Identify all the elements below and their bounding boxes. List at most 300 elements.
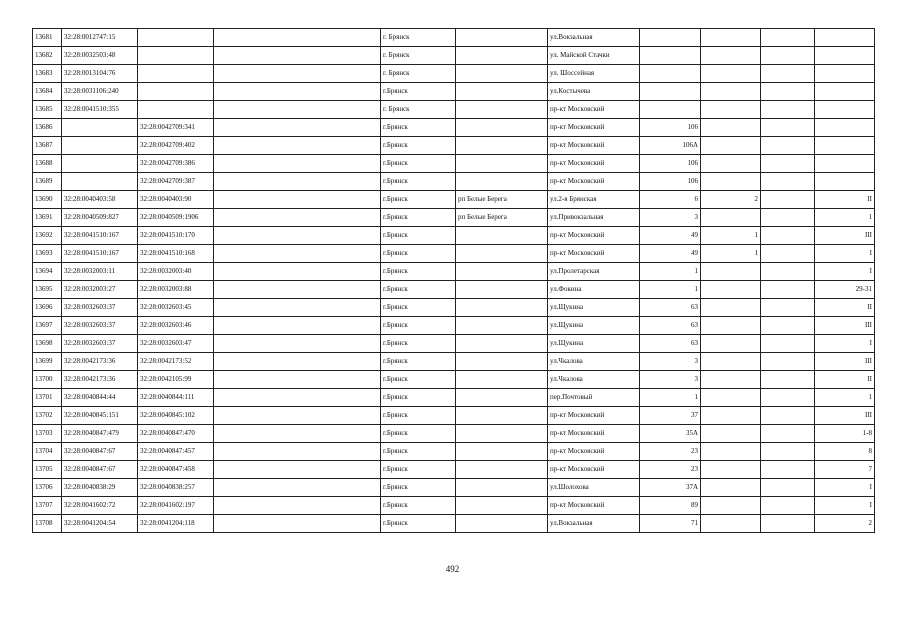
table-cell — [138, 29, 214, 47]
table-cell: г.Брянск — [381, 389, 456, 407]
table-cell — [456, 353, 548, 371]
table-cell — [138, 47, 214, 65]
table-cell — [640, 101, 701, 119]
table-cell — [761, 29, 815, 47]
table-cell: 13698 — [33, 335, 62, 353]
table-cell: 32:28:0032603:37 — [62, 317, 138, 335]
table-cell: 13687 — [33, 137, 62, 155]
table-cell — [214, 263, 381, 281]
table-cell: 106 — [640, 155, 701, 173]
table-cell — [761, 83, 815, 101]
table-cell — [456, 461, 548, 479]
table-cell: 13705 — [33, 461, 62, 479]
table-cell: 32:28:0013104:76 — [62, 65, 138, 83]
table-cell — [815, 137, 875, 155]
table-cell — [701, 497, 761, 515]
table-cell: III — [815, 407, 875, 425]
table-cell — [456, 137, 548, 155]
table-cell: пр-кт Московский — [548, 101, 640, 119]
table-cell — [456, 173, 548, 191]
table-cell — [456, 227, 548, 245]
table-cell — [761, 407, 815, 425]
table-cell — [214, 227, 381, 245]
table-cell: 13701 — [33, 389, 62, 407]
table-cell — [761, 425, 815, 443]
table-cell — [214, 83, 381, 101]
table-row — [33, 281, 875, 299]
table-cell: 32:28:0042709:387 — [138, 173, 214, 191]
table-cell — [761, 137, 815, 155]
table-cell: 32:28:0041602:197 — [138, 497, 214, 515]
table-cell: г.Брянск — [381, 515, 456, 533]
table-cell: 32:28:0032503:48 — [62, 47, 138, 65]
table-cell: 32:28:0040845:102 — [138, 407, 214, 425]
table-cell — [214, 47, 381, 65]
table-cell: г.Брянск — [381, 317, 456, 335]
table-cell — [761, 317, 815, 335]
table-cell: пр-кт Московский — [548, 443, 640, 461]
table-cell — [214, 119, 381, 137]
table-cell: 63 — [640, 317, 701, 335]
table-cell — [214, 461, 381, 479]
table-cell: ул.Шолохова — [548, 479, 640, 497]
table-cell: 23 — [640, 461, 701, 479]
table-cell: 13696 — [33, 299, 62, 317]
table-cell — [138, 101, 214, 119]
table-cell — [815, 47, 875, 65]
table-row — [33, 353, 875, 371]
table-cell: 106 — [640, 119, 701, 137]
table-cell — [640, 65, 701, 83]
table-cell: рп Белые Берега — [456, 191, 548, 209]
table-row — [33, 479, 875, 497]
table-cell: I — [815, 497, 875, 515]
table-cell — [214, 443, 381, 461]
table-cell — [761, 335, 815, 353]
table-cell — [761, 191, 815, 209]
table-cell — [214, 299, 381, 317]
table-cell — [701, 443, 761, 461]
table-cell: 1 — [701, 245, 761, 263]
table-row — [33, 515, 875, 533]
table-cell — [456, 299, 548, 317]
table-cell — [214, 155, 381, 173]
document-page — [32, 28, 874, 533]
table-row — [33, 317, 875, 335]
table-cell — [761, 443, 815, 461]
table-cell: г.Брянск — [381, 209, 456, 227]
table-cell: 13690 — [33, 191, 62, 209]
table-cell — [701, 209, 761, 227]
table-cell: 3 — [640, 371, 701, 389]
table-cell — [815, 65, 875, 83]
table-cell: 32:28:0032003:11 — [62, 263, 138, 281]
table-cell — [456, 47, 548, 65]
table-cell: г. Брянск — [381, 65, 456, 83]
table-cell — [456, 515, 548, 533]
table-cell: 13694 — [33, 263, 62, 281]
table-cell — [701, 299, 761, 317]
table-cell — [456, 29, 548, 47]
table-cell: 71 — [640, 515, 701, 533]
table-cell — [701, 29, 761, 47]
table-cell: пр-кт Московский — [548, 461, 640, 479]
table-cell: рп Белые Берега — [456, 209, 548, 227]
table-cell — [214, 335, 381, 353]
table-cell — [456, 317, 548, 335]
register-table-body — [33, 29, 875, 533]
table-cell: 2 — [815, 515, 875, 533]
table-cell: 32:28:0040838:257 — [138, 479, 214, 497]
table-cell: г.Брянск — [381, 461, 456, 479]
table-cell: г.Брянск — [381, 425, 456, 443]
table-cell — [214, 65, 381, 83]
table-cell — [456, 245, 548, 263]
table-cell — [701, 119, 761, 137]
table-cell: 13699 — [33, 353, 62, 371]
table-row — [33, 137, 875, 155]
table-cell: 13708 — [33, 515, 62, 533]
table-row — [33, 173, 875, 191]
table-cell — [701, 515, 761, 533]
table-cell: ул.Вокзальная — [548, 515, 640, 533]
table-cell — [761, 227, 815, 245]
table-cell — [761, 515, 815, 533]
table-cell — [761, 65, 815, 83]
table-cell: г.Брянск — [381, 299, 456, 317]
table-cell: 13684 — [33, 83, 62, 101]
table-row — [33, 497, 875, 515]
table-cell — [701, 425, 761, 443]
table-cell: г. Брянск — [381, 47, 456, 65]
table-row — [33, 155, 875, 173]
table-cell — [815, 155, 875, 173]
table-cell — [815, 173, 875, 191]
table-cell — [761, 101, 815, 119]
table-cell: 1-8 — [815, 425, 875, 443]
table-cell — [761, 119, 815, 137]
table-cell — [214, 281, 381, 299]
table-cell — [701, 137, 761, 155]
table-cell: 13695 — [33, 281, 62, 299]
table-cell: 1 — [640, 263, 701, 281]
table-cell — [456, 389, 548, 407]
table-row — [33, 407, 875, 425]
table-cell — [456, 479, 548, 497]
table-cell — [138, 83, 214, 101]
table-cell: II — [815, 371, 875, 389]
table-cell — [138, 65, 214, 83]
table-cell — [214, 101, 381, 119]
table-cell: 106 — [640, 173, 701, 191]
table-cell — [640, 47, 701, 65]
table-row — [33, 245, 875, 263]
table-cell: г.Брянск — [381, 479, 456, 497]
table-cell — [62, 155, 138, 173]
table-cell: ул.2-я Брянская — [548, 191, 640, 209]
table-cell — [62, 137, 138, 155]
table-cell: 13707 — [33, 497, 62, 515]
table-cell: 32:28:0040844:111 — [138, 389, 214, 407]
table-cell: г.Брянск — [381, 119, 456, 137]
table-cell: 32:28:0040845:151 — [62, 407, 138, 425]
table-cell — [214, 407, 381, 425]
table-cell — [456, 407, 548, 425]
table-cell: 13702 — [33, 407, 62, 425]
table-cell — [456, 155, 548, 173]
table-cell — [214, 479, 381, 497]
table-cell: II — [815, 191, 875, 209]
table-cell: 32:28:0040838:29 — [62, 479, 138, 497]
table-row — [33, 389, 875, 407]
table-cell — [456, 335, 548, 353]
table-cell: 32:28:0040403:90 — [138, 191, 214, 209]
table-cell — [456, 371, 548, 389]
table-cell: 32:28:0032603:47 — [138, 335, 214, 353]
table-cell — [456, 263, 548, 281]
table-cell: 32:28:0040847:67 — [62, 443, 138, 461]
table-cell: ул.Привокзальная — [548, 209, 640, 227]
table-cell: 1 — [640, 389, 701, 407]
table-cell — [761, 353, 815, 371]
table-row — [33, 47, 875, 65]
table-cell: г.Брянск — [381, 407, 456, 425]
table-cell — [214, 173, 381, 191]
table-cell — [214, 353, 381, 371]
table-cell: 32:28:0040509:827 — [62, 209, 138, 227]
table-cell: 32:28:0042173:36 — [62, 353, 138, 371]
table-row — [33, 443, 875, 461]
table-cell: II — [815, 299, 875, 317]
table-cell: 13686 — [33, 119, 62, 137]
table-cell — [761, 479, 815, 497]
table-row — [33, 263, 875, 281]
table-cell: г.Брянск — [381, 443, 456, 461]
table-cell — [761, 461, 815, 479]
table-cell: пр-кт Московский — [548, 119, 640, 137]
table-cell: ул.Костычева — [548, 83, 640, 101]
table-cell — [815, 29, 875, 47]
table-cell: 32:28:0042709:386 — [138, 155, 214, 173]
table-cell — [761, 299, 815, 317]
table-cell: 32:28:0032603:45 — [138, 299, 214, 317]
table-cell — [62, 119, 138, 137]
table-row — [33, 425, 875, 443]
table-cell — [701, 65, 761, 83]
table-row — [33, 371, 875, 389]
table-cell — [701, 389, 761, 407]
table-row — [33, 101, 875, 119]
table-cell: г.Брянск — [381, 281, 456, 299]
table-cell — [214, 497, 381, 515]
table-cell — [62, 173, 138, 191]
table-cell: г.Брянск — [381, 155, 456, 173]
table-cell: 32:28:0041602:72 — [62, 497, 138, 515]
table-cell: 32:28:0040403:58 — [62, 191, 138, 209]
table-cell: 13681 — [33, 29, 62, 47]
table-cell: 32:28:0032003:27 — [62, 281, 138, 299]
table-cell: 8 — [815, 443, 875, 461]
table-cell: 32:28:0040847:470 — [138, 425, 214, 443]
table-cell — [701, 47, 761, 65]
table-cell: 13704 — [33, 443, 62, 461]
table-cell: 3 — [640, 353, 701, 371]
table-cell — [761, 497, 815, 515]
table-cell — [701, 317, 761, 335]
table-cell: 63 — [640, 299, 701, 317]
table-cell: 1 — [640, 281, 701, 299]
table-cell: 32:28:0032603:37 — [62, 299, 138, 317]
table-cell: 35А — [640, 425, 701, 443]
table-cell: ул. Майской Стачки — [548, 47, 640, 65]
table-cell: ул.Фокина — [548, 281, 640, 299]
table-cell: пр-кт Московский — [548, 245, 640, 263]
table-cell: ул.Вокзальная — [548, 29, 640, 47]
table-cell: г.Брянск — [381, 497, 456, 515]
table-cell — [214, 371, 381, 389]
table-cell — [456, 497, 548, 515]
table-cell: 32:28:0040847:457 — [138, 443, 214, 461]
table-cell: г.Брянск — [381, 173, 456, 191]
table-cell: пр-кт Московский — [548, 137, 640, 155]
table-cell: III — [815, 353, 875, 371]
table-cell: 32:28:0040509:1906 — [138, 209, 214, 227]
table-cell: 13697 — [33, 317, 62, 335]
table-cell: 32:28:0041204:118 — [138, 515, 214, 533]
table-cell — [761, 371, 815, 389]
table-cell: г.Брянск — [381, 137, 456, 155]
table-cell: 13689 — [33, 173, 62, 191]
table-cell: ул.Чкалова — [548, 371, 640, 389]
table-cell — [214, 515, 381, 533]
table-cell — [456, 101, 548, 119]
table-cell: 13706 — [33, 479, 62, 497]
table-cell — [701, 263, 761, 281]
table-cell — [214, 209, 381, 227]
table-cell — [214, 425, 381, 443]
table-cell — [214, 245, 381, 263]
table-cell: 32:28:0041204:54 — [62, 515, 138, 533]
table-row — [33, 83, 875, 101]
table-cell: 37 — [640, 407, 701, 425]
table-cell: г.Брянск — [381, 353, 456, 371]
table-cell: 32:28:0032603:37 — [62, 335, 138, 353]
table-cell: 32:28:0012747:15 — [62, 29, 138, 47]
table-row — [33, 119, 875, 137]
table-row — [33, 299, 875, 317]
table-cell: 13700 — [33, 371, 62, 389]
table-cell: г.Брянск — [381, 371, 456, 389]
table-cell: 1 — [815, 209, 875, 227]
table-cell — [701, 461, 761, 479]
register-table — [32, 28, 875, 533]
table-cell: 7 — [815, 461, 875, 479]
table-cell: 13688 — [33, 155, 62, 173]
table-cell: 32:28:0041510:167 — [62, 227, 138, 245]
table-cell — [815, 119, 875, 137]
table-cell: пр-кт Московский — [548, 425, 640, 443]
table-row — [33, 227, 875, 245]
table-cell: 1 — [815, 389, 875, 407]
table-row — [33, 461, 875, 479]
table-cell: 1 — [701, 227, 761, 245]
table-cell: г.Брянск — [381, 191, 456, 209]
table-cell — [701, 101, 761, 119]
table-cell: ул.Щукина — [548, 335, 640, 353]
table-cell: ул.Щукина — [548, 299, 640, 317]
table-cell: 49 — [640, 245, 701, 263]
table-cell: 37А — [640, 479, 701, 497]
table-row — [33, 65, 875, 83]
table-cell: пр-кт Московский — [548, 227, 640, 245]
table-cell: пр-кт Московский — [548, 155, 640, 173]
table-cell — [701, 281, 761, 299]
table-cell — [456, 443, 548, 461]
table-cell: 13691 — [33, 209, 62, 227]
table-cell: I — [815, 479, 875, 497]
table-cell: 32:28:0040847:67 — [62, 461, 138, 479]
table-cell — [701, 173, 761, 191]
table-cell — [701, 155, 761, 173]
table-cell: 32:28:0041510:168 — [138, 245, 214, 263]
table-cell — [761, 389, 815, 407]
table-cell: 13703 — [33, 425, 62, 443]
table-cell: ул.Пролетарская — [548, 263, 640, 281]
table-cell: ул.Чкалова — [548, 353, 640, 371]
table-cell: I — [815, 245, 875, 263]
table-cell: 49 — [640, 227, 701, 245]
table-cell: 2 — [701, 191, 761, 209]
table-cell: 32:28:0040844:44 — [62, 389, 138, 407]
table-cell: г.Брянск — [381, 335, 456, 353]
table-cell — [761, 245, 815, 263]
table-cell — [456, 65, 548, 83]
table-cell: I — [815, 335, 875, 353]
table-cell: 32:28:0032603:46 — [138, 317, 214, 335]
table-cell — [214, 29, 381, 47]
table-cell: 32:28:0032003:88 — [138, 281, 214, 299]
table-cell: пр-кт Московский — [548, 173, 640, 191]
table-cell — [701, 479, 761, 497]
table-cell: 32:28:0040847:479 — [62, 425, 138, 443]
table-cell: г.Брянск — [381, 227, 456, 245]
table-cell: III — [815, 227, 875, 245]
table-cell: г. Брянск — [381, 29, 456, 47]
table-cell: г.Брянск — [381, 263, 456, 281]
table-cell: 89 — [640, 497, 701, 515]
table-cell: 3 — [640, 209, 701, 227]
table-cell: 32:28:0041510:355 — [62, 101, 138, 119]
table-cell — [214, 137, 381, 155]
table-cell: пер.Почтовый — [548, 389, 640, 407]
table-cell: 32:28:0042105:99 — [138, 371, 214, 389]
table-cell: 63 — [640, 335, 701, 353]
table-cell: г.Брянск — [381, 245, 456, 263]
table-cell — [815, 83, 875, 101]
table-cell — [701, 335, 761, 353]
table-cell: 13693 — [33, 245, 62, 263]
table-cell: пр-кт Московский — [548, 407, 640, 425]
table-cell — [456, 83, 548, 101]
table-cell: 13692 — [33, 227, 62, 245]
table-cell: 32:28:0042173:36 — [62, 371, 138, 389]
table-cell — [214, 389, 381, 407]
table-cell — [214, 191, 381, 209]
table-cell — [456, 425, 548, 443]
table-cell — [640, 83, 701, 101]
table-cell: 6 — [640, 191, 701, 209]
table-cell — [761, 155, 815, 173]
